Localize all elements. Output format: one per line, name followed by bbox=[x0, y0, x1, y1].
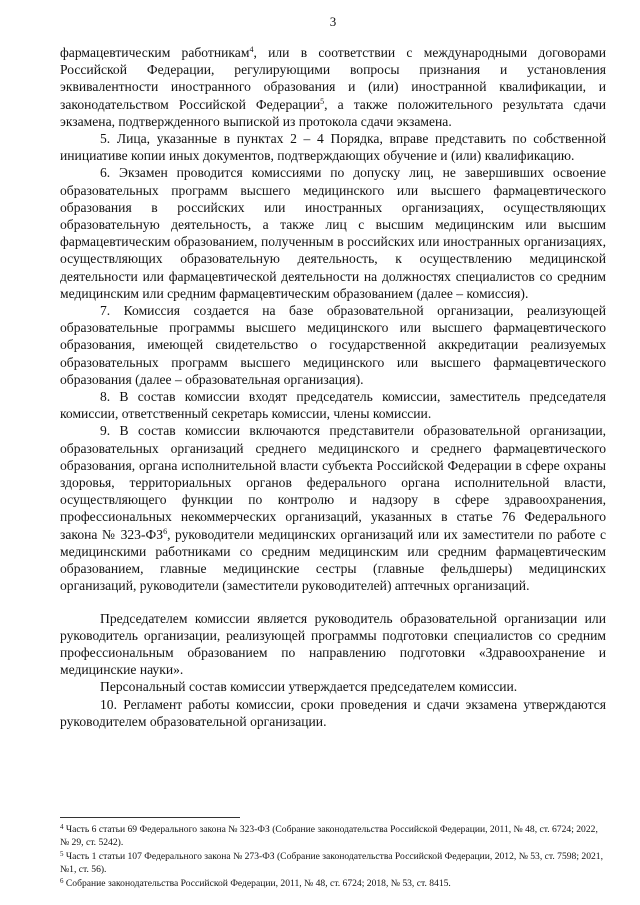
paragraph bbox=[60, 696, 606, 730]
paragraph-text: фармацевтическим работникам bbox=[60, 45, 250, 60]
paragraph bbox=[60, 678, 606, 695]
paragraph-text: 5. Лица, указанные в пунктах 2 – 4 Порядка, вправе представить по собственной инициативе копии иных документов, подтверждающих обучение и (или) квалификацию. bbox=[60, 131, 606, 164]
footnote-number: 6 bbox=[60, 877, 64, 885]
footnote-separator bbox=[60, 817, 240, 818]
paragraph bbox=[60, 44, 606, 130]
paragraph-text: 9. В состав комиссии включаются представители образовательной организации, образовательных организаций среднего медицинского и среднего фармацевтического образования, органа исполнительной власти субъекта Российской Федерации в сфере охраны здоровья, территориальных органов федерального органа исполнительной власти, осуществляющего функции по контролю и надзору в сфере здравоохранения, профессиональных некоммерческих организаций, указанных в статье 76 Федерального закона № 323-ФЗ bbox=[60, 423, 606, 542]
paragraph-text: 8. В состав комиссии входят председатель комиссии, заместитель председателя комиссии, ответственный секретарь комиссии, члены комиссии. bbox=[60, 389, 606, 422]
footnote-reference: 4 bbox=[249, 45, 254, 54]
footnote-reference: 6 bbox=[163, 526, 168, 536]
paragraph-text: , руководители медицинских организаций или их заместители по работе с медицинскими работниками со средним медицинским или средним фармацевтическим образованием, главные медицинские сестры (главные фельдшеры) медицинских организаций, руководители (заместители руководителей) аптечных организаций. bbox=[60, 526, 607, 594]
paragraph bbox=[60, 130, 606, 164]
paragraph-text: Председателем комиссии является руководитель образовательной организации или руководитель организации, реализующей программы подготовки специалистов со средним профессиональным образованием по направлению подготовки «Здравоохранение и медицинские науки». bbox=[60, 610, 606, 678]
footnotes bbox=[60, 817, 606, 891]
paragraph bbox=[60, 610, 606, 679]
paragraph-text: , а также положительного результата сдачи экзамена, подтвержденного выпиской из протокола сдачи экзамена. bbox=[60, 96, 606, 129]
paragraph-text: Персональный состав комиссии утверждается председателем комиссии. bbox=[100, 679, 518, 695]
paragraph-text: 7. Комиссия создается на базе образовательной организации, реализующей образовательные программы высшего медицинского или высшего фармацевтического образования, имеющей свидетельство о государственной аккредитации реализуемых образовательных программ высшего медицинского или высшего фармацевтического образования (далее – образовательная организация). bbox=[60, 303, 606, 387]
footnote bbox=[60, 850, 606, 876]
document-body bbox=[60, 44, 606, 730]
paragraph bbox=[60, 422, 606, 594]
footnote-text: Часть 6 статьи 69 Федерального закона № 323-ФЗ (Собрание законодательства Российской Федерации, 2011, № 48, ст. 6724; 2022, № 29, ст. 5242). bbox=[60, 824, 598, 848]
page-number: 3 bbox=[329, 14, 337, 29]
footnote-list bbox=[60, 823, 606, 890]
footnote-text: Часть 1 статьи 107 Федерального закона № 273-ФЗ (Собрание законодательства Российской Федерации, 2012, № 53, ст. 7598; 2021, №1, ст. 56). bbox=[60, 851, 604, 875]
footnote bbox=[60, 823, 606, 849]
footnote-reference: 5 bbox=[320, 96, 325, 106]
paragraph bbox=[60, 164, 606, 302]
paragraph bbox=[60, 388, 606, 422]
paragraph-text: , или в соответствии с международными договорами Российской Федерации, регулирующими вопросы признания и установления эквивалентности иностранного образования и (или) иностранной квалификации, и законодательством Российской Федерации bbox=[60, 45, 606, 112]
paragraph bbox=[60, 302, 606, 388]
footnote bbox=[60, 877, 606, 890]
paragraph-text: 6. Экзамен проводится комиссиями по допуску лиц, не завершивших освоение образовательных программ высшего медицинского или высшего фармацевтического образования в российских или иностранных организациях, осуществляющих образовательную деятельность, а также лиц с высшим медицинским или высшим фармацевтическим образованием, полученным в российских или иностранных организациях, осуществляющих образовательную деятельность, к осуществлению медицинской деятельности или фармацевтической деятельности на должностях специалистов со средним медицинским или средним фармацевтическим образованием (далее – комиссия). bbox=[60, 165, 606, 301]
footnote-number: 5 bbox=[60, 850, 64, 858]
footnote-text: Собрание законодательства Российской Федерации, 2011, № 48, ст. 6724; 2018, № 53, ст. 8415. bbox=[65, 878, 451, 889]
footnote-number: 4 bbox=[60, 823, 64, 831]
paragraph-text: 10. Регламент работы комиссии, сроки проведения и сдачи экзамена утверждаются руководителем образовательной организации. bbox=[60, 696, 606, 729]
